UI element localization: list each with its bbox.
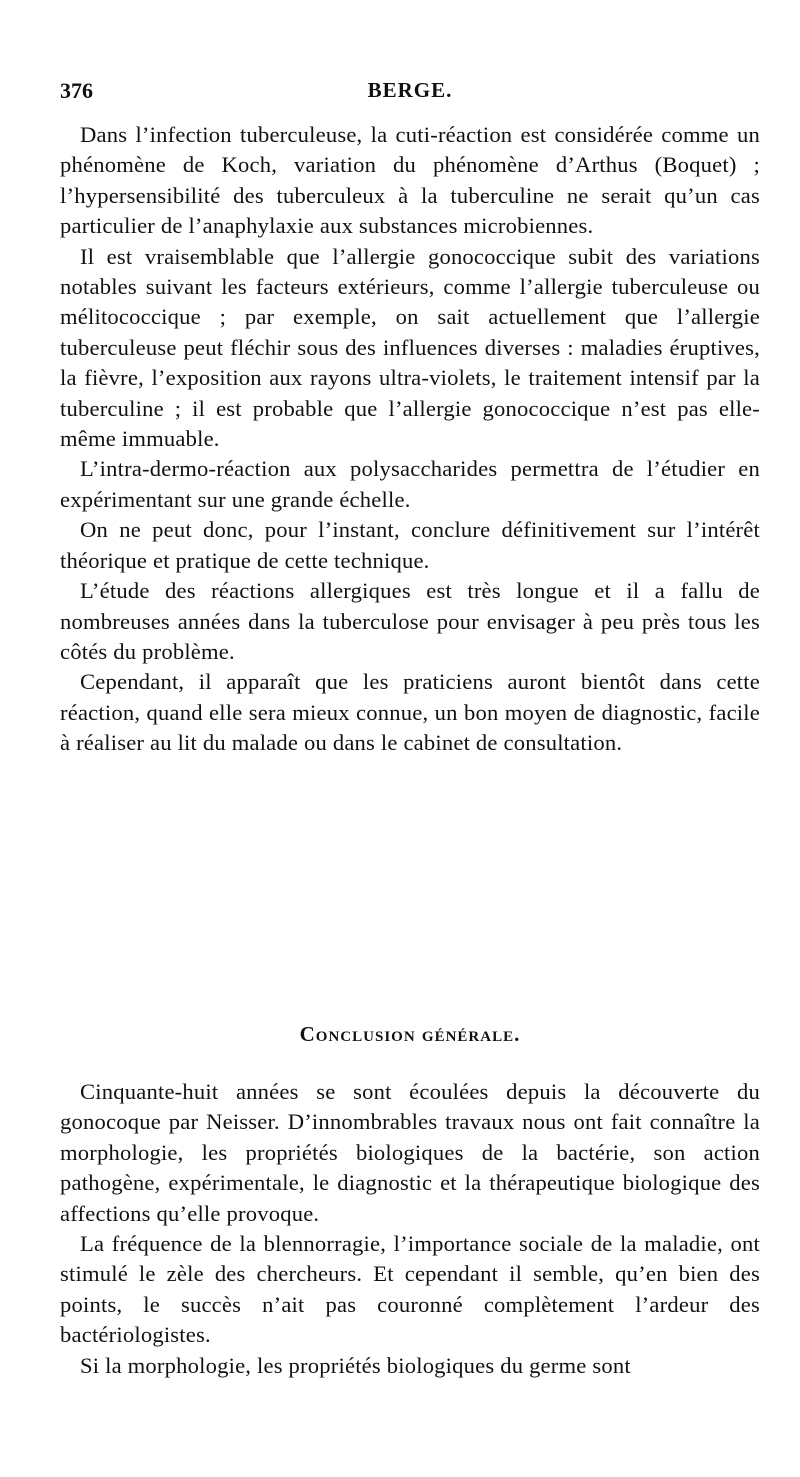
paragraph: Cinquante-huit années se sont écoulées depuis la découverte du gonocoque par Neisser. D’innombrables travaux nous ont fait connaître la morphologie, les propriétés biologiques de la bactérie, son action pathogène, expérimentale, le diagnostic et la thérapeutique biologique des affections qu’elle provoque.	[60, 1079, 760, 1226]
paragraph: L’intra-dermo-réaction aux polysaccharides permettra de l’étudier en expérimentant sur une grande échelle.	[60, 456, 760, 512]
paragraph: Il est vraisemblable que l’allergie gonococcique subit des variations notables suivant les facteurs extérieurs, comme l’allergie tuberculeuse ou mélitococcique ; par exemple, on sait actuellement que l’allergie tuberculeuse peut fléchir sous des influences diverses : maladies éruptives, la fièvre, l’exposition aux rayons ultra-violets, le traitement intensif par la tuberculine ; il est probable que l’allergie gonococcique n’est pas elle-même immuable.	[60, 243, 760, 452]
paragraph: Dans l’infection tuberculeuse, la cuti-réaction est considérée comme un phénomène de Koch, variation du phénomène d’Arthus (Boquet) ; l’hypersensibilité des tuberculeux à la tuberculine ne serait qu’un cas particulier de l’anaphylaxie aux substances microbiennes.	[60, 122, 760, 239]
paragraph: On ne peut donc, pour l’instant, conclure définitivement sur l’intérêt théorique et pratique de cette technique.	[60, 517, 760, 573]
paragraph: Si la morphologie, les propriétés biologiques du germe sont	[80, 1352, 631, 1378]
page-number: 376	[60, 78, 93, 103]
paragraph: Cependant, il apparaît que les praticiens auront bientôt dans cette réaction, quand elle sera mieux connue, un bon moyen de diagnostic, facile à réaliser au lit du malade ou dans le cabinet de consultation.	[60, 669, 760, 756]
body-text	[60, 120, 760, 759]
paragraph: La fréquence de la blennorragie, l’importance sociale de la maladie, ont stimulé le zèle des chercheurs. Et cependant il semble, qu’en bien des points, le succès n’ait pas couronné complètement l’ardeur des bactériologistes.	[60, 1231, 760, 1348]
conclusion-section	[60, 1022, 760, 1381]
section-title: Conclusion générale.	[299, 1022, 521, 1046]
paragraph: L’étude des réactions allergiques est très longue et il a fallu de nombreuses années dans la tuberculose pour envisager à peu près tous les côtés du problème.	[60, 578, 760, 664]
running-head: BERGE.	[367, 78, 453, 102]
page-header	[60, 78, 760, 112]
